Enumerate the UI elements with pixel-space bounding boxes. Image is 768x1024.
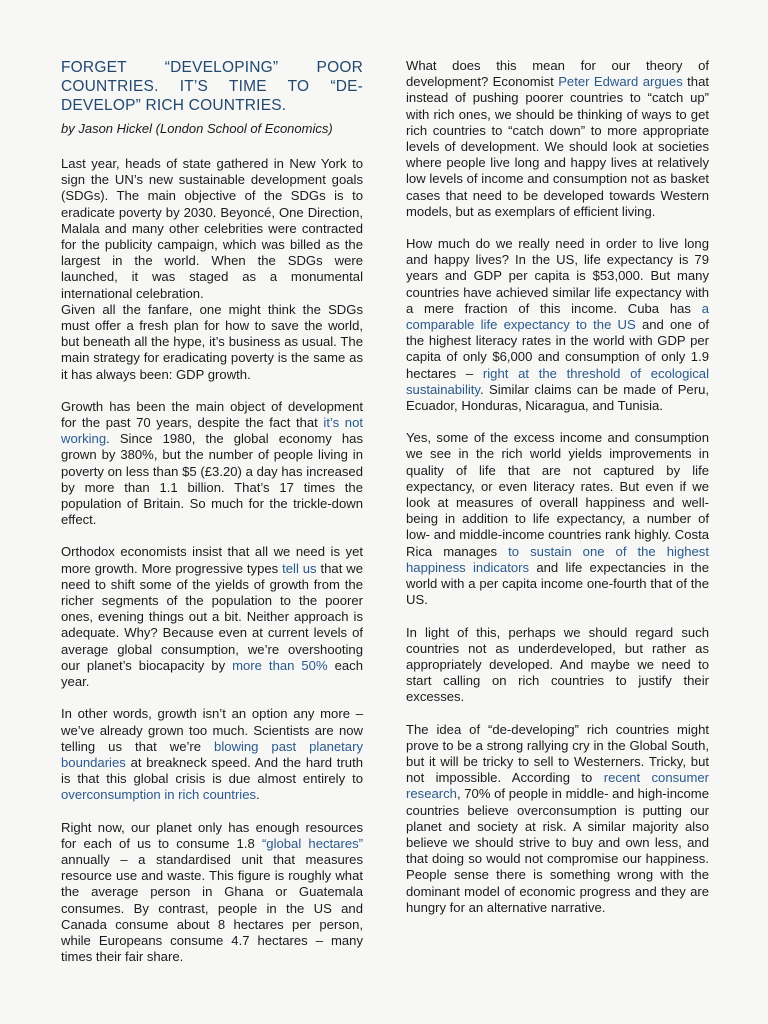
right-column	[406, 58, 709, 932]
paragraph: Last year, heads of state gathered in New York to sign the UN’s new sustainable development goals (SDGs). The main objective of the SDGs is to eradicate poverty by 2030. Beyoncé, One Direction, Malala and many other celebrities were contracted for the publicity campaign, which was billed as the largest in the world. When the SDGs were launched, it was staged as a monumental international celebration.	[61, 156, 363, 301]
hyperlink[interactable]: “global hectares”	[261, 835, 364, 851]
hyperlink[interactable]: blowing past planetary boundaries	[61, 738, 363, 770]
paragraph: In light of this, perhaps we should regard such countries not as underdeveloped, but rather as appropriately developed. And maybe we need to start calling on rich countries to justify their excesses.	[406, 624, 709, 705]
paragraph: How much do we really need in order to live long and happy lives? In the US, life expectancy is 79 years and GDP per capita is $53,000. But many countries have achieved similar life expectancy with a mere fraction of this income. Cuba has a comparable life expectancy to the US and one of the highest literacy rates in the world with GDP per capita of only $6,000 and consumption of only 1.9 hectares – right at the threshold of ecological sustainability. Similar claims can be made of Peru, Ecuador, Honduras, Nicaragua, and Tunisia.	[406, 236, 709, 414]
article-byline: by Jason Hickel (London School of Economics)	[61, 121, 333, 136]
hyperlink[interactable]: overconsumption in rich countries	[61, 787, 257, 803]
paragraph: Given all the fanfare, one might think the SDGs must offer a fresh plan for how to save the world, but beneath all the hype, it’s business as usual. The main strategy for eradicating poverty is the same as it has always been: GDP growth.	[61, 301, 363, 382]
paragraph: The idea of “de-developing” rich countries might prove to be a strong rallying cry in the Global South, but it will be tricky to sell to Westerners. Tricky, but not impossible. According to recent consumer research, 70% of people in middle- and high-income countries believe overconsumption is putting our planet and society at risk. A similar majority also believe we should strive to buy and own less, and that doing so would not compromise our happiness. People sense there is something wrong with the dominant model of economic progress and they are hungry for an alternative narrative.	[406, 721, 709, 915]
paragraph: Growth has been the main object of development for the past 70 years, despite the fact that it’s not working. Since 1980, the global economy has grown by 380%, but the number of people living in poverty on less than $5 (£3.20) a day has increased by more than 1.1 billion. That’s 17 times the population of Britain. So much for the trickle-down effect.	[61, 398, 364, 528]
paragraph: Right now, our planet only has enough resources for each of us to consume 1.8 “global hectares” annually – a standardised unit that measures resource use and waste. This figure is roughly what the average person in Ghana or Guatemala consumes. By contrast, people in the US and Canada consume about 8 hectares per person, while Europeans consume 4.7 hectares – many times their fair share.	[61, 819, 364, 965]
hyperlink[interactable]: tell us	[282, 560, 317, 576]
article-title: FORGET “DEVELOPING” POOR COUNTRIES. IT’S TIME TO “DE-DEVELOP” RICH COUNTRIES.	[61, 59, 363, 114]
hyperlink[interactable]: recent consumer research	[406, 770, 709, 802]
hyperlink[interactable]: right at the threshold of ecological sustainability	[406, 365, 709, 397]
hyperlink[interactable]: Peter Edward argues	[558, 74, 683, 90]
hyperlink[interactable]: a comparable life expectancy to the US	[406, 300, 709, 333]
paragraph: Yes, some of the excess income and consumption we see in the rich world yields improvements in quality of life that are not captured by life expectancy, or even literacy rates. But even if we look at measures of overall happiness and well-being in addition to life expectancy, a number of low- and middle-income countries rank highly. Costa Rica manages to sustain one of the highest happiness indicators and life expectancies in the world with a per capita income one-fourth that of the US.	[406, 430, 709, 608]
hyperlink[interactable]: it’s not working	[61, 415, 364, 447]
paragraph: Orthodox economists insist that all we need is yet more growth. More progressive types tell us that we need to shift some of the yields of growth from the richer segments of the population to the poorer ones, evening things out a bit. Neither approach is adequate. Why? Because even at current levels of average global consumption, we’re overshooting our planet’s biocapacity by more than 50% each year.	[61, 544, 363, 690]
left-column	[61, 58, 363, 981]
paragraph: In other words, growth isn’t an option any more – we’ve already grown too much. Scientists are now telling us that we’re blowing past planetary boundaries at breakneck speed. And the hard truth is that this global crisis is due almost entirely to overconsumption in rich countries.	[61, 706, 363, 803]
hyperlink[interactable]: more than 50%	[232, 657, 328, 673]
hyperlink[interactable]: to sustain one of the highest happiness indicators	[406, 543, 709, 575]
paragraph: What does this mean for our theory of development? Economist Peter Edward argues that instead of pushing poorer countries to “catch up” with rich ones, we should be thinking of ways to get rich countries to “catch down” to more appropriate levels of development. We should look at societies where people live long and happy lives at relatively low levels of income and consumption not as basket cases that need to be developed towards Western models, but as exemplars of efficient living.	[406, 58, 709, 219]
